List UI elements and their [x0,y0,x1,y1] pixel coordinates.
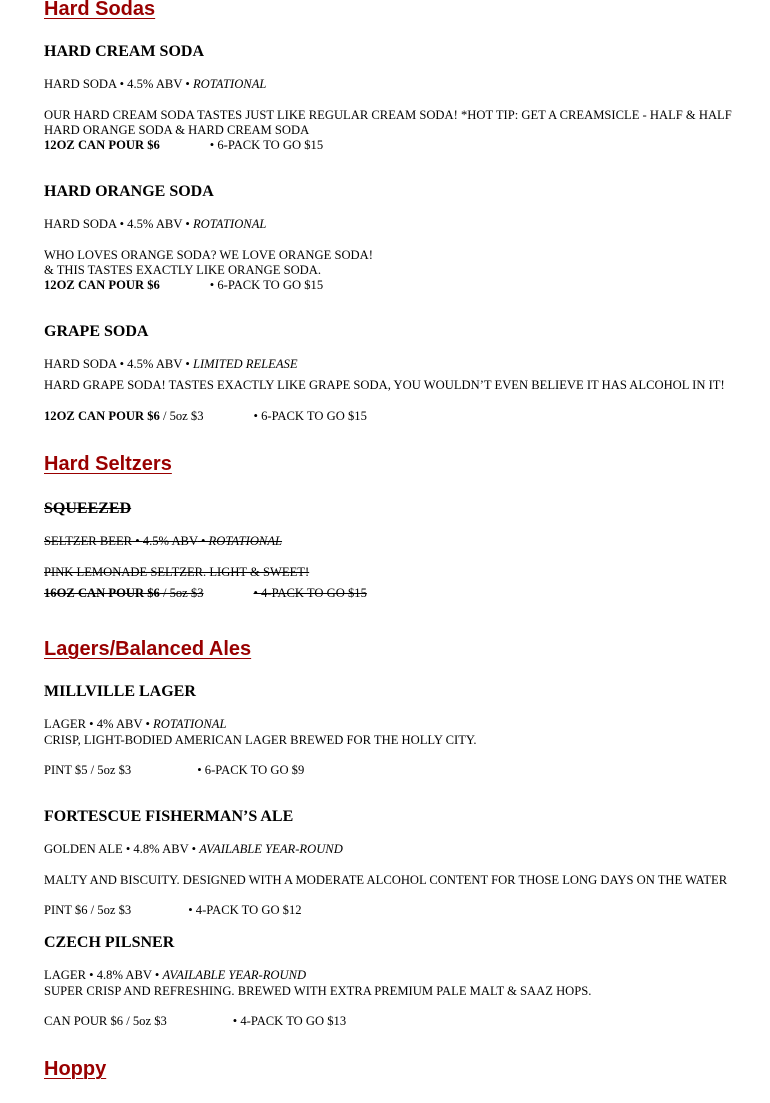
beer-description: HARD GRAPE SODA! TASTES EXACTLY LIKE GRAPE SODA, YOU WOULDN’T EVEN BELIEVE IT HAS ALCOHOL IN IT! [44,378,725,392]
beer-description: WHO LOVES ORANGE SODA? WE LOVE ORANGE SODA! [44,248,373,262]
pour-price-small: / 5oz $3 [159,409,204,423]
beer-pricing [44,763,304,778]
pour-price-small: / 5oz $3 [159,586,204,600]
beer-meta: LAGER • 4.8% ABV • AVAILABLE YEAR-ROUND [44,968,307,982]
beer-abv: 4.5% ABV [127,77,183,91]
beer-abv: 4.5% ABV [127,217,183,231]
togo-price: • 4-PACK TO GO $15 [253,586,367,600]
beer-pricing [44,586,367,601]
pour-price: PINT $6 / 5oz $3 [44,903,132,917]
beer-meta: LAGER • 4% ABV • ROTATIONAL [44,717,227,731]
beer-availability: ROTATIONAL [208,534,283,548]
beer-pricing [44,409,367,424]
beer-name: SQUEEZED [44,500,132,517]
pour-price: CAN POUR $6 / 5oz $3 [44,1014,167,1028]
beer-meta: HARD SODA • 4.5% ABV • ROTATIONAL [44,77,267,91]
beer-name: HARD ORANGE SODA [44,183,214,200]
section-heading-hard-sodas: Hard Sodas [44,0,156,20]
beer-pricing [44,1014,346,1029]
beer-pricing [44,138,323,153]
beer-name: HARD CREAM SODA [44,43,204,60]
beer-description: OUR HARD CREAM SODA TASTES JUST LIKE REGULAR CREAM SODA! *HOT TIP: GET A CREAMSICLE - HALF & HALF HARD ORANGE SODA & HARD CREAM SODA [44,108,732,137]
beer-name: FORTESCUE FISHERMAN’S ALE [44,808,294,825]
beer-abv: 4.8% ABV [133,842,189,856]
beer-name: CZECH PILSNER [44,934,175,951]
beer-abv: 4.8% ABV [96,968,152,982]
beer-style: GOLDEN ALE [44,842,123,856]
beer-abv: 4.5% ABV [142,534,198,548]
beer-meta: HARD SODA • 4.5% ABV • LIMITED RELEASE [44,357,298,371]
beer-availability: AVAILABLE YEAR-ROUND [162,968,307,982]
beer-meta: GOLDEN ALE • 4.8% ABV • AVAILABLE YEAR-ROUND [44,842,343,856]
pour-price: 12OZ CAN POUR $6 [44,409,160,423]
beer-availability: ROTATIONAL [192,217,267,231]
beer-style: LAGER [44,968,86,982]
pour-price: 12OZ CAN POUR $6 [44,138,160,152]
beer-abv: 4.5% ABV [127,357,183,371]
togo-price: • 6-PACK TO GO $15 [209,138,324,152]
pour-price: 16OZ CAN POUR $6 [44,586,160,600]
section-heading-lagers: Lagers/Balanced Ales [44,638,252,660]
togo-price: • 4-PACK TO GO $12 [188,903,302,917]
beer-description: SUPER CRISP AND REFRESHING. BREWED WITH EXTRA PREMIUM PALE MALT & SAAZ HOPS. [44,984,592,998]
togo-price: • 6-PACK TO GO $15 [209,278,324,292]
beer-availability: ROTATIONAL [153,717,227,731]
beer-meta: SELTZER BEER • 4.5% ABV • ROTATIONAL [44,534,283,548]
beer-availability: AVAILABLE YEAR-ROUND [199,842,343,856]
beer-availability: LIMITED RELEASE [192,357,298,371]
beer-style: SELTZER BEER [44,534,133,548]
togo-price: • 6-PACK TO GO $15 [253,409,367,423]
beer-style: HARD SODA [44,217,117,231]
beer-meta: HARD SODA • 4.5% ABV • ROTATIONAL [44,217,267,231]
section-heading-hoppy: Hoppy [44,1058,107,1080]
beer-description: & THIS TASTES EXACTLY LIKE ORANGE SODA. [44,263,322,277]
togo-price: • 6-PACK TO GO $9 [197,763,305,777]
pour-price: PINT $5 / 5oz $3 [44,763,132,777]
beer-style: LAGER [44,717,86,731]
beer-name: GRAPE SODA [44,323,149,340]
beer-description: PINK LEMONADE SELTZER. LIGHT & SWEET! [44,565,310,579]
beer-description: MALTY AND BISCUITY. DESIGNED WITH A MODERATE ALCOHOL CONTENT FOR THOSE LONG DAYS ON THE WATER [44,873,728,887]
beer-style: HARD SODA [44,357,117,371]
beer-pricing [44,903,302,918]
beer-style: HARD SODA [44,77,117,91]
beer-availability: ROTATIONAL [192,77,267,91]
beer-pricing [44,278,323,293]
beer-abv: 4% ABV [96,717,143,731]
togo-price: • 4-PACK TO GO $13 [232,1014,347,1028]
beer-description: CRISP, LIGHT-BODIED AMERICAN LAGER BREWED FOR THE HOLLY CITY. [44,733,477,747]
pour-price: 12OZ CAN POUR $6 [44,278,160,292]
section-heading-hard-seltzers: Hard Seltzers [44,453,172,475]
beer-name: MILLVILLE LAGER [44,683,196,700]
